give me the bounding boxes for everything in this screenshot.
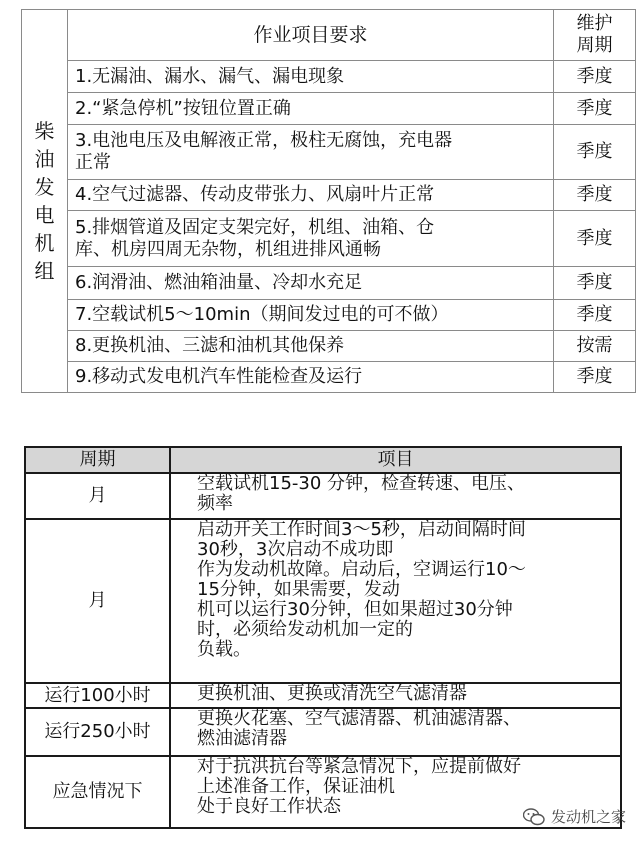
side-char: 组 <box>34 259 55 283</box>
item-line: 30秒，3次启动不成功即 <box>197 539 394 560</box>
period-cell: 运行250小时 <box>25 708 170 756</box>
cycle-value: 季度 <box>554 61 636 93</box>
maintenance-table-periodic <box>24 446 622 829</box>
period-cell: 应急情况下 <box>25 756 170 828</box>
item-line: 更换火花塞、空气滤清器、机油滤清器、 <box>197 708 521 729</box>
item-line: 5.排烟管道及固定支架完好，机组、油箱、仓 <box>75 216 435 238</box>
item-text <box>68 211 554 267</box>
item-line: 库、机房四周无杂物，机组进排风通畅 <box>75 238 381 260</box>
cycle-value: 季度 <box>554 362 636 393</box>
item-line: 燃油滤清器 <box>197 728 287 749</box>
side-char: 机 <box>34 231 55 255</box>
cycle-value: 季度 <box>554 300 636 331</box>
header-cycle-line: 维护 <box>576 13 613 34</box>
item-line: 15分钟，如果需要，发动 <box>197 579 400 600</box>
header-cycle-line: 周期 <box>576 35 613 56</box>
item-line: 处于良好工作状态 <box>197 796 341 817</box>
wechat-icon <box>523 808 545 826</box>
side-char: 柴 <box>34 119 55 143</box>
item-cell <box>170 473 621 519</box>
maintenance-table-quarterly <box>21 9 636 393</box>
item-text: 9.移动式发电机汽车性能检查及运行 <box>68 362 554 393</box>
item-line: 作为发动机故障。启动后，空调运行10～ <box>197 559 526 580</box>
item-cell <box>170 708 621 756</box>
item-line: 3.电池电压及电解液正常，极柱无腐蚀，充电器 <box>75 130 453 151</box>
item-text: 6.润滑油、燃油箱油量、冷却水充足 <box>68 267 554 300</box>
side-label <box>22 10 68 393</box>
item-text: 2.“紧急停机”按钮位置正确 <box>68 93 554 125</box>
item-line: 上述准备工作，保证油机 <box>197 776 395 797</box>
item-cell <box>170 519 621 683</box>
side-char: 油 <box>34 147 55 171</box>
cycle-value: 季度 <box>554 180 636 211</box>
item-line: 正常 <box>75 152 111 173</box>
watermark-text: 发动机之家 <box>550 808 626 826</box>
item-line: 负载。 <box>197 639 251 660</box>
item-text: 1.无漏油、漏水、漏气、漏电现象 <box>68 61 554 93</box>
header-period: 周期 <box>25 447 170 473</box>
cycle-value: 按需 <box>554 331 636 362</box>
period-cell: 月 <box>25 473 170 519</box>
cycle-value: 季度 <box>554 93 636 125</box>
item-line: 机可以运行30分钟，但如果超过30分钟 <box>197 599 513 620</box>
header-item: 项目 <box>170 447 621 473</box>
header-item: 作业项目要求 <box>68 10 554 61</box>
period-cell: 月 <box>25 519 170 683</box>
header-cycle <box>554 10 636 61</box>
item-line: 更换机油、更换或清洗空气滤清器 <box>197 683 467 704</box>
item-line: 空载试机15-30 分钟，检查转速、电压、 <box>197 473 526 494</box>
item-line: 对于抗洪抗台等紧急情况下，应提前做好 <box>197 756 521 777</box>
watermark <box>523 806 626 827</box>
cycle-value: 季度 <box>554 125 636 180</box>
item-line: 时，必须给发动机加一定的 <box>197 619 413 640</box>
item-cell <box>170 683 621 708</box>
item-text: 4.空气过滤器、传动皮带张力、风扇叶片正常 <box>68 180 554 211</box>
item-line: 启动开关工作时间3～5秒，启动间隔时间 <box>197 519 526 540</box>
side-char: 发 <box>34 175 55 199</box>
item-text: 8.更换机油、三滤和油机其他保养 <box>68 331 554 362</box>
side-char: 电 <box>34 203 55 227</box>
item-text <box>68 125 554 180</box>
item-line: 频率 <box>197 493 233 514</box>
cycle-value: 季度 <box>554 211 636 267</box>
cycle-value: 季度 <box>554 267 636 300</box>
item-text: 7.空载试机5～10min（期间发过电的可不做） <box>68 300 554 331</box>
period-cell: 运行100小时 <box>25 683 170 708</box>
